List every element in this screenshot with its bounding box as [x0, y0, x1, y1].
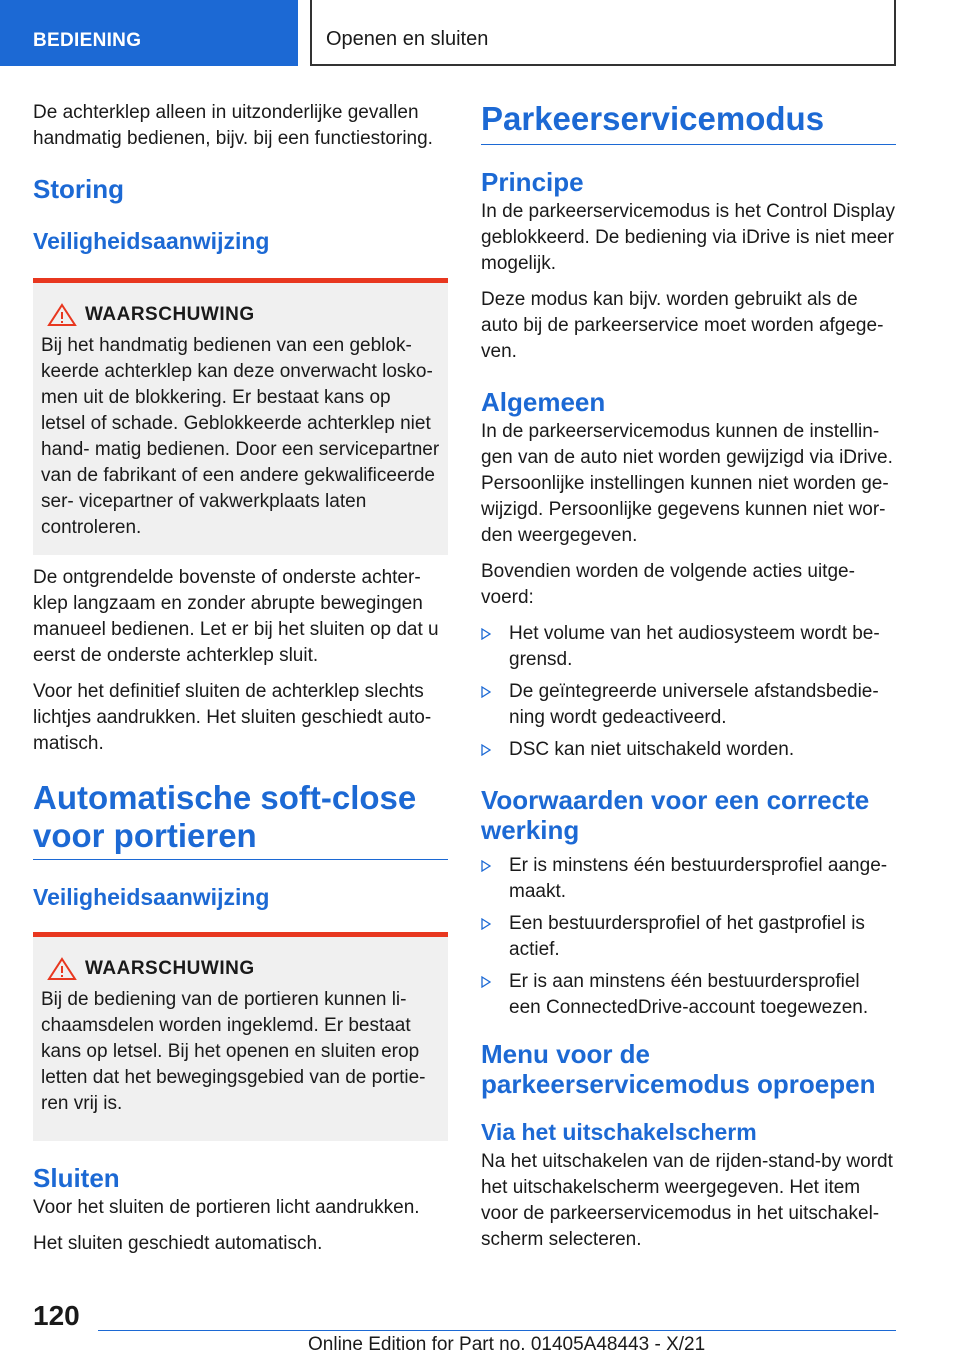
sluiten-paragraph-2: Het sluiten geschiedt automatisch.: [33, 1233, 323, 1254]
triangle-bullet-icon: [481, 686, 491, 698]
voorwaarden-list: [481, 853, 896, 1021]
via-paragraph: Na het uitschakelen van de rijden-stand-by wordt het uitschakelscherm weergegeven. Het item voor de parkeerservicemodus in het uitschakel- scherm selecteren.: [481, 1151, 893, 1250]
heading-rule: [33, 859, 448, 860]
chapter-title: Openen en sluiten: [310, 0, 896, 66]
menu-heading: Menu voor de parkeerservicemodus oproepen: [481, 1039, 876, 1099]
left-column: [33, 100, 448, 1267]
storing-safety-heading: Veiligheidsaanwijzing: [33, 228, 270, 254]
list-item: Er is aan minstens één bestuurdersprofiel een ConnectedDrive-account toegewezen.: [481, 969, 896, 1021]
storing-heading: Storing: [33, 174, 124, 204]
warning-title: WAARSCHUWING: [85, 958, 255, 979]
list-item: Een bestuurdersprofiel of het gastprofiel is actief.: [481, 911, 896, 963]
page-header: [0, 0, 960, 66]
list-item: Er is minstens één bestuurdersprofiel aange- maakt.: [481, 853, 896, 905]
algemeen-paragraph-1: In de parkeerservicemodus kunnen de instellin- gen van de auto niet worden gewijzigd via iDrive. Persoonlijke instellingen kunnen niet worden ge- wijzigd. Persoonlijke gegevens kunnen niet wor- den weergegeven.: [481, 421, 893, 546]
warning-title: WAARSCHUWING: [85, 304, 255, 325]
sluiten-heading: Sluiten: [33, 1163, 120, 1193]
softclose-safety-heading: Veiligheidsaanwijzing: [33, 884, 270, 910]
warning-box-tailgate: [33, 278, 448, 555]
sluiten-paragraph-1: Voor het sluiten de portieren licht aandrukken.: [33, 1197, 420, 1218]
edition-note: Online Edition for Part no. 01405A48443 - X/21: [308, 1334, 706, 1355]
warning-triangle-icon: [47, 957, 77, 981]
warning-box-doors: [33, 932, 448, 1141]
tailgate-paragraph-1: De ontgrendelde bovenste of onderste achter- klep langzaam en zonder abrupte bewegingen manueel bedienen. Let er bij het sluiten op dat u eerst de onderste achterklep sluit.: [33, 567, 439, 666]
warning-text: Bij het handmatig bedienen van een geblok- keerde achterklep kan deze onverwacht losko- men uit de blokkering. Er bestaat kans op letsel of schade. Geblokkeerde achterklep niet hand- matig bedienen. Door een servicepartner van de fabrikant of een andere gekwalificeerde ser- vicepartner of vakwerkplaats laten controleren.: [41, 335, 440, 538]
page-number: 120: [33, 1300, 80, 1331]
list-item: DSC kan niet uitschakeld worden.: [481, 737, 896, 763]
section-tab: BEDIENING: [0, 0, 298, 66]
warning-text: Bij de bediening van de portieren kunnen li- chaamsdelen worden ingeklemd. Er bestaat kans op letsel. Bij het openen en sluiten erop letten dat het bewegingsgebied van de portie- ren vrij is.: [41, 989, 426, 1114]
right-column: [481, 100, 896, 1263]
voorwaarden-heading: Voorwaarden voor een correcte werking: [481, 785, 870, 845]
list-item: De geïntegreerde universele afstandsbedie- ning wordt gedeactiveerd.: [481, 679, 896, 731]
principe-paragraph-1: In de parkeerservicemodus is het Control Display geblokkeerd. De bediening via iDrive is niet meer mogelijk.: [481, 201, 895, 274]
triangle-bullet-icon: [481, 628, 491, 640]
algemeen-heading: Algemeen: [481, 387, 606, 417]
list-item: Het volume van het audiosysteem wordt be- grensd.: [481, 621, 896, 673]
triangle-bullet-icon: [481, 918, 491, 930]
triangle-bullet-icon: [481, 976, 491, 988]
algemeen-list: [481, 621, 896, 763]
footer-rule: [98, 1330, 896, 1331]
softclose-heading: Automatische soft-close voor portieren: [33, 779, 417, 854]
tailgate-paragraph-2: Voor het definitief sluiten de achterklep slechts lichtjes aandrukken. Het sluiten geschiedt auto- matisch.: [33, 681, 432, 754]
warning-triangle-icon: [47, 303, 77, 327]
algemeen-paragraph-2: Bovendien worden de volgende acties uitge- voerd:: [481, 561, 855, 608]
triangle-bullet-icon: [481, 860, 491, 872]
principe-heading: Principe: [481, 167, 584, 197]
triangle-bullet-icon: [481, 744, 491, 756]
parking-service-heading: Parkeerservicemodus: [481, 100, 825, 137]
principe-paragraph-2: Deze modus kan bijv. worden gebruikt als de auto bij de parkeerservice moet worden afgege- ven.: [481, 289, 884, 362]
intro-paragraph: De achterklep alleen in uitzonderlijke gevallen handmatig bedienen, bijv. bij een functiestoring.: [33, 102, 433, 149]
heading-rule: [481, 144, 896, 145]
via-heading: Via het uitschakelscherm: [481, 1119, 757, 1145]
